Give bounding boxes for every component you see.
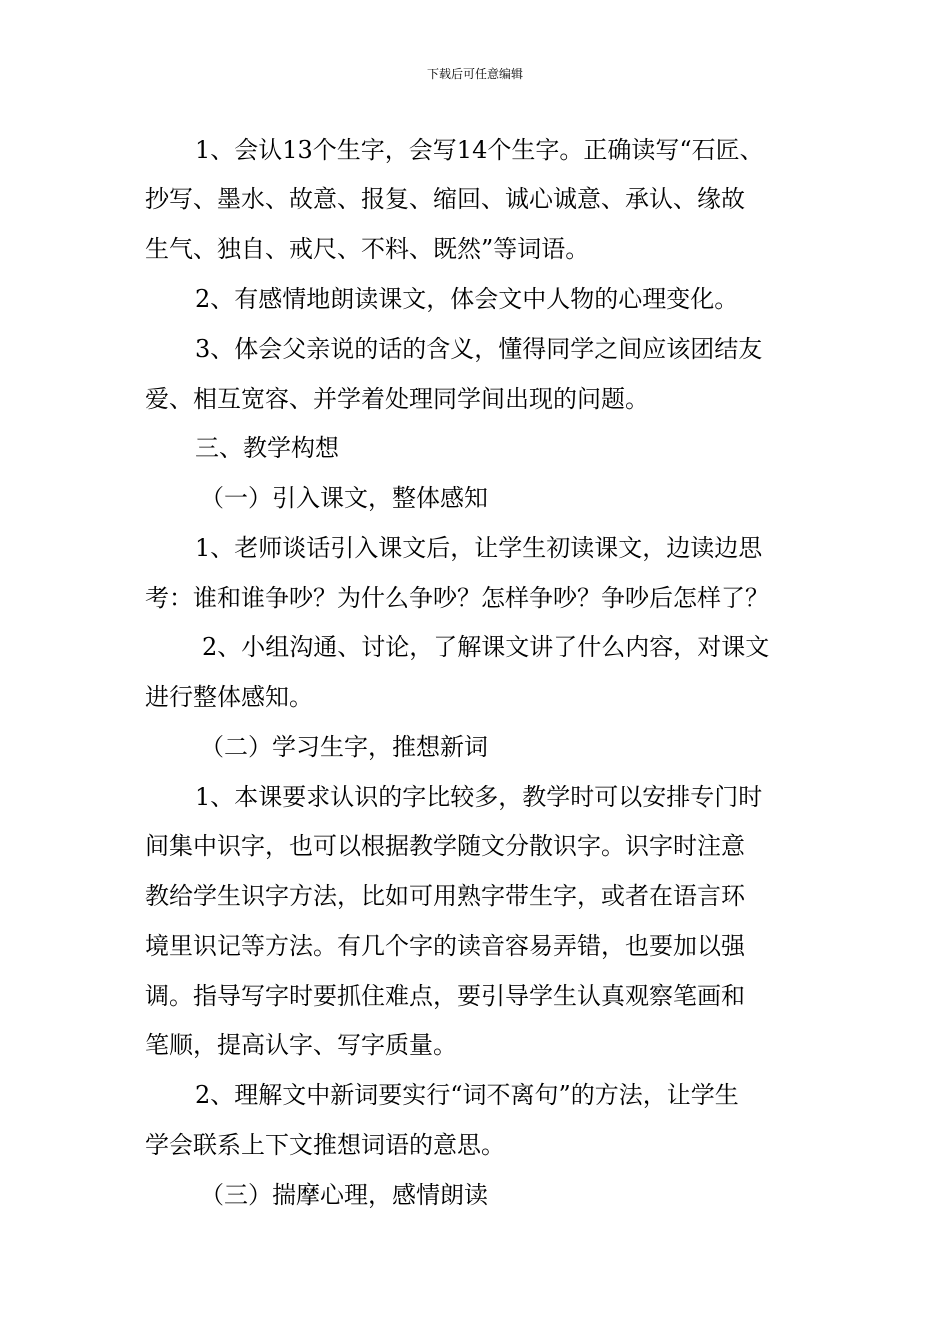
line-18: 调。指导写字时要抓住难点，要引导学生认真观察笔画和 xyxy=(145,982,745,1010)
line-10: 考：谁和谁争吵？为什么争吵？怎样争吵？争吵后怎样了？ xyxy=(145,584,769,612)
line-21: 学会联系上下文推想词语的意思。 xyxy=(145,1131,505,1159)
subsection-heading-1: （一）引入课文，整体感知 xyxy=(200,484,488,512)
line-11: 2、小组沟通、讨论，了解课文讲了什么内容，对课文 xyxy=(202,633,770,661)
line-6: 爱、相互宽容、并学着处理同学间出现的问题。 xyxy=(145,385,649,413)
line-5: 3、体会父亲说的话的含义，懂得同学之间应该团结友 xyxy=(195,335,763,363)
line-19: 笔顺，提高认字、写字质量。 xyxy=(145,1031,457,1059)
line-16: 教给学生识字方法，比如可用熟字带生字，或者在语言环 xyxy=(145,882,745,910)
line-3: 生气、独自、戒尺、不料、既然”等词语。 xyxy=(145,235,590,263)
subsection-heading-2: （二）学习生字，推想新词 xyxy=(200,733,488,761)
line-9: 1、老师谈话引入课文后，让学生初读课文，边读边思 xyxy=(195,534,763,562)
section-heading-3: 三、教学构想 xyxy=(195,434,339,462)
line-1: 1、会认13个生字，会写14个生字。正确读写“石匠、 xyxy=(195,136,764,164)
page-header: 下载后可任意编辑 xyxy=(426,67,523,81)
line-2: 抄写、墨水、故意、报复、缩回、诚心诚意、承认、缘故 xyxy=(145,185,745,213)
subsection-heading-3: （三）揣摩心理，感情朗读 xyxy=(200,1181,488,1209)
line-17: 境里识记等方法。有几个字的读音容易弄错，也要加以强 xyxy=(145,932,745,960)
line-12: 进行整体感知。 xyxy=(145,683,313,711)
line-14: 1、本课要求认识的字比较多，教学时可以安排专门时 xyxy=(195,783,763,811)
line-15: 间集中识字，也可以根据教学随文分散识字。识字时注意 xyxy=(145,832,745,860)
line-20: 2、理解文中新词要实行“词不离句”的方法，让学生 xyxy=(195,1081,739,1109)
line-4: 2、有感情地朗读课文，体会文中人物的心理变化。 xyxy=(195,285,739,313)
